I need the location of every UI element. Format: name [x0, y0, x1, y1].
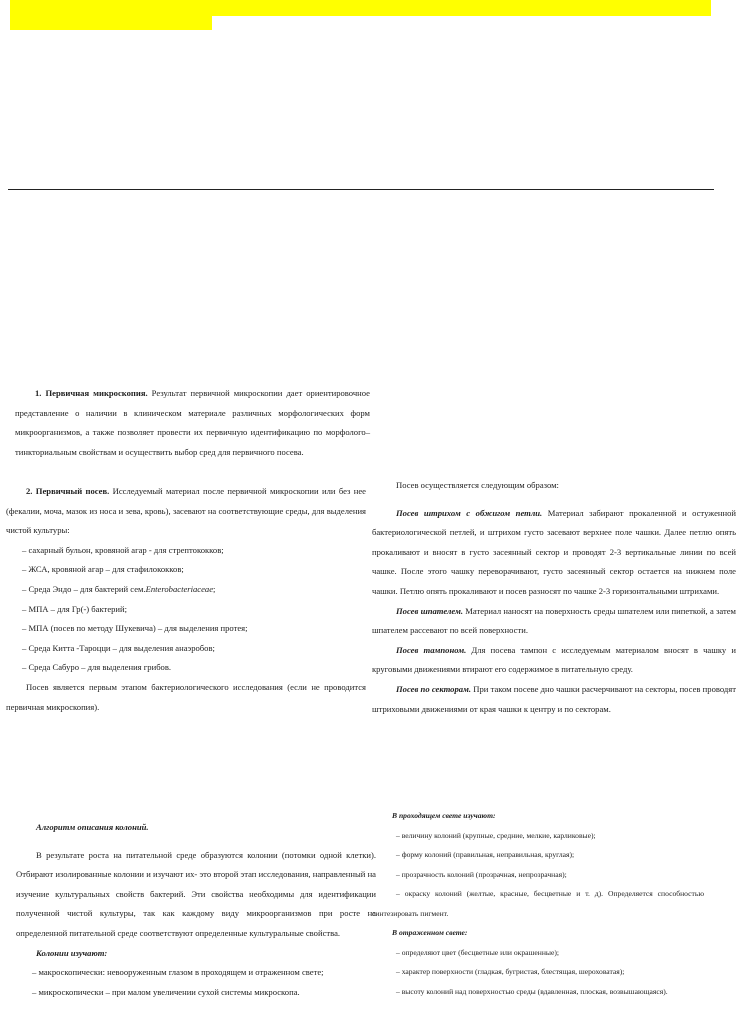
method-streak-paragraph — [372, 504, 736, 602]
list-item: – МПА – для Гр(-) бактерий; — [22, 603, 128, 614]
primary-microscopy-paragraph — [15, 384, 370, 462]
list-item-italic: Enterobacteriaceae — [145, 583, 214, 594]
highlight-bar-top — [10, 0, 711, 16]
method-sector-paragraph — [372, 680, 736, 719]
list-item: – форму колоний (правильная, неправильная, круглая); — [396, 850, 575, 859]
inoculation-closing: Посев является первым этапом бактериологического исследования (если не проводится первичная микроскопия). — [6, 681, 366, 712]
list-item: – окраску колоний (желтые, красные, бесцветные и т. д). Определяется способностью синтезировать пигмент. — [372, 889, 704, 918]
section-colony-algorithm — [16, 818, 376, 1002]
colony-algorithm-text: В результате роста на питательной среде образуются колонии (потомки одной клетки). Отбирают изолированные колонии и изучают их- это второй этап исследования, направленный на изучение культуральных свойств бактерий. Эти свойства необходимы для идентификации полученной чистой культуры, так как каждому виду микроорганизмов при росте на определенной питательной среде соответствуют определенные культуральные свойства. — [16, 849, 376, 938]
list-item — [6, 580, 366, 600]
highlight-bar-short — [10, 16, 212, 30]
section-light-study — [372, 806, 704, 1001]
methods-intro: Посев осуществляется следующим образом: — [396, 480, 559, 490]
list-item: – ЖСА, кровяной агар – для стафилококков; — [22, 564, 184, 575]
primary-inoculation-heading: 2. Первичный посев. — [26, 486, 110, 496]
list-item: – характер поверхности (гладкая, бугристая, блестящая, шероховатая); — [396, 967, 625, 976]
transmitted-light-heading: В проходящем свете изучают: — [392, 811, 496, 820]
method-spatula-paragraph — [372, 602, 736, 641]
list-item: – высоту колоний над поверхностью среды (вдавленная, плоская, возвышающаяся). — [396, 986, 668, 996]
list-item: – величину колоний (крупные, средние, мелкие, карликовые); — [396, 830, 596, 840]
primary-inoculation-paragraph — [6, 482, 366, 541]
method-streak-text: Материал забирают прокаленной и остуженной бактериологической петлей, и штрихом густо засевают верхнее поле чашки. Далее петлю опять прокаливают и вносят в густо засеянный сектор и проводят 2-3 вертикальные линии по всей чашке. После этого чашку переворачивают, густо засеянный сектор остается на нижнем поле чашки. Петлю опять прокаливают и посев разносят по чашке 2-3 горизонтальными штрихами. — [372, 507, 736, 596]
list-item-tail: ; — [213, 583, 216, 594]
primary-inoculation-text: Исследуемый материал после первичной микроскопии или без нее (фекалии, моча, мазок из носа и зева, кровь), засевают на соответствующие среды, для выделения чистой культуры: — [6, 486, 366, 536]
method-swab-text: Для посева тампон с исследуемым материалом вносят в чашку и круговыми движениями втирают его содержимое в питательную среду. — [372, 644, 736, 675]
method-streak-heading: Посев штрихом с обжигом петли. — [396, 507, 543, 518]
reflected-light-heading: В отраженном свете: — [392, 928, 468, 937]
method-spatula-text: Материал наносят на поверхность среды шпателем или пипеткой, а затем шпателем рассевают по всей поверхности. — [372, 605, 736, 636]
list-item: – сахарный бульон, кровяной агар - для стрептококков; — [22, 544, 224, 555]
section-primary-microscopy — [15, 384, 370, 462]
method-spatula-heading: Посев шпателем. — [396, 605, 464, 616]
method-swab-paragraph — [372, 641, 736, 680]
horizontal-rule — [8, 189, 714, 190]
list-item: – определяют цвет (бесцветные или окрашенные); — [396, 947, 559, 957]
list-item: – макроскопически: невооруженным глазом в проходящем и отраженном свете; — [32, 967, 324, 978]
section-primary-inoculation — [6, 482, 366, 717]
list-item: – прозрачность колоний (прозрачная, непрозрачная); — [396, 869, 567, 879]
method-swab-heading: Посев тампоном. — [396, 644, 467, 655]
list-item: – Среда Сабуро – для выделения грибов. — [22, 662, 172, 673]
list-item-text: – Среда Эндо – для бактерий сем. — [22, 583, 146, 594]
list-item: – микроскопически – при малом увеличении сухой системы микроскопа. — [32, 986, 300, 997]
section-inoculation-methods — [372, 476, 736, 719]
colony-study-heading: Колонии изучают: — [36, 947, 108, 958]
primary-microscopy-heading: 1. Первичная микроскопия. — [35, 388, 148, 398]
method-sector-heading: Посев по секторам. — [396, 683, 472, 694]
list-item: – Среда Китта -Тароцци – для выделения анаэробов; — [22, 642, 215, 653]
primary-microscopy-text: Результат первичной микроскопии дает ориентировочное представление о наличии в клиническом материале различных морфологических форм микроорганизмов, а также позволяет провести их первичную идентификацию по морфолого–тинкториальным свойствам и осуществить выбор сред для первичного посева. — [15, 388, 370, 457]
list-item: – МПА (посев по методу Шукевича) – для выделения протея; — [22, 623, 248, 634]
colony-algorithm-heading: Алгоритм описания колоний. — [36, 822, 149, 832]
method-sector-text: При таком посеве дно чашки расчерчивают на секторы, посев проводят штриховыми движениями от края чашки к центру и по секторам. — [372, 683, 737, 714]
